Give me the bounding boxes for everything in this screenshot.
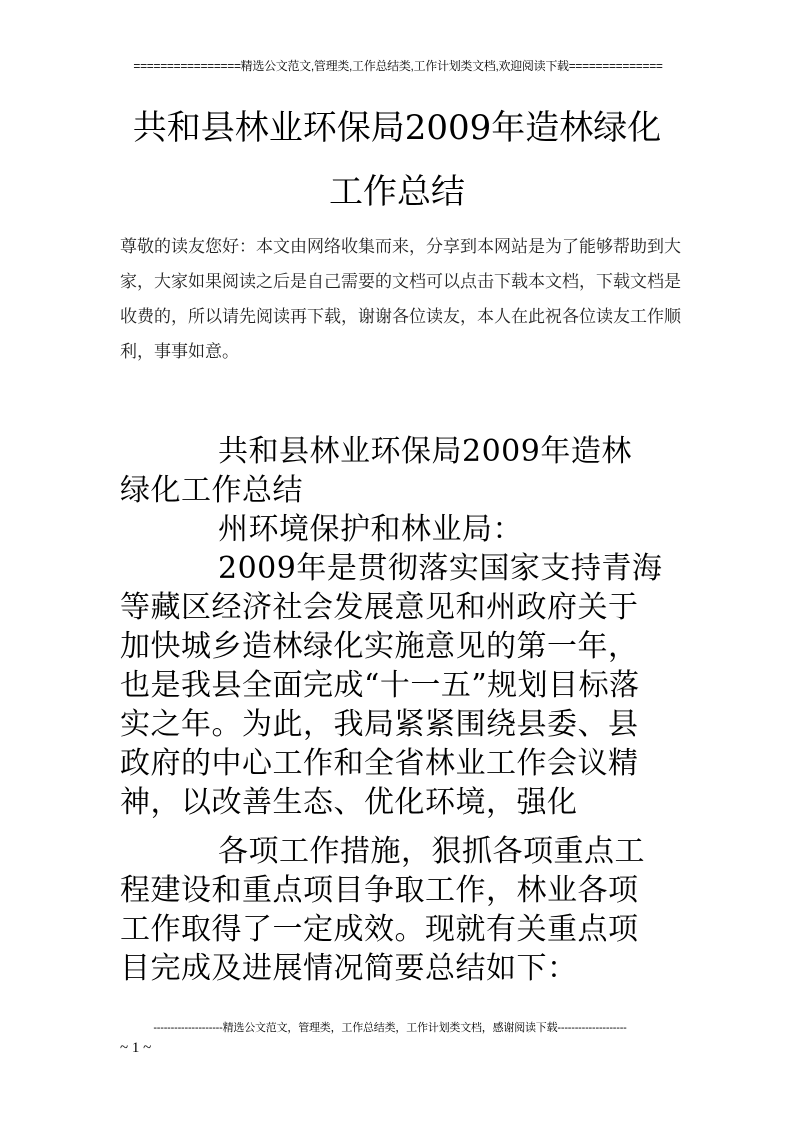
body-line: 等藏区经济社会发展意见和州政府关于	[120, 590, 639, 625]
reader-notice	[120, 230, 680, 370]
page-number: ~ 1 ~	[120, 1040, 152, 1056]
body-line: 实之年。为此，我局紧紧围绕县委、县	[120, 707, 639, 742]
body-addressee: 州环境保护和林业局：	[218, 512, 523, 547]
body-line: 神，以改善生态、优化环境，强化	[120, 785, 578, 820]
document-title-line-2: 工作总结	[329, 172, 465, 212]
body-line: 加快城乡造林绿化实施意见的第一年，	[120, 629, 639, 664]
body-line: 程建设和重点项目争取工作，林业各项	[120, 873, 639, 908]
reader-notice-line: 家，大家如果阅读之后是自己需要的文档可以点击下载本文档，下载文档是	[120, 272, 681, 292]
body-line: 也是我县全面完成“十一五”规划目标落	[120, 668, 640, 703]
body-line: 2009年是贯彻落实国家支持青海	[218, 551, 663, 586]
body-line: 目完成及进展情况简要总结如下：	[120, 951, 578, 986]
reader-notice-line: 尊敬的读友您好：本文由网络收集而来，分享到本网站是为了能够帮助到大	[120, 237, 681, 257]
body-heading-line: 共和县林业环保局2009年造林	[218, 434, 632, 469]
body-line: 各项工作措施，狠抓各项重点工	[218, 834, 645, 869]
body-line: 工作取得了一定成效。现就有关重点项	[120, 912, 639, 947]
page-header: ================精选公文范文,管理类,工作总结类,工作计划类文档,欢迎阅读下载==============	[133, 59, 663, 73]
document-body	[120, 432, 690, 988]
document-title-line-1: 共和县林业环保局2009年造林绿化	[132, 108, 662, 148]
reader-notice-line: 收费的，所以请先阅读再下载，谢谢各位读友，本人在此祝各位读友工作顺	[120, 307, 681, 327]
body-heading-line: 绿化工作总结	[120, 473, 303, 508]
reader-notice-line: 利，事事如意。	[120, 342, 239, 362]
page-footer: --------------------精选公文范文，管理类，工作总结类，工作计划类文档，感谢阅读下载--------------------	[153, 1022, 627, 1034]
body-line: 政府的中心工作和全省林业工作会议精	[120, 746, 639, 781]
